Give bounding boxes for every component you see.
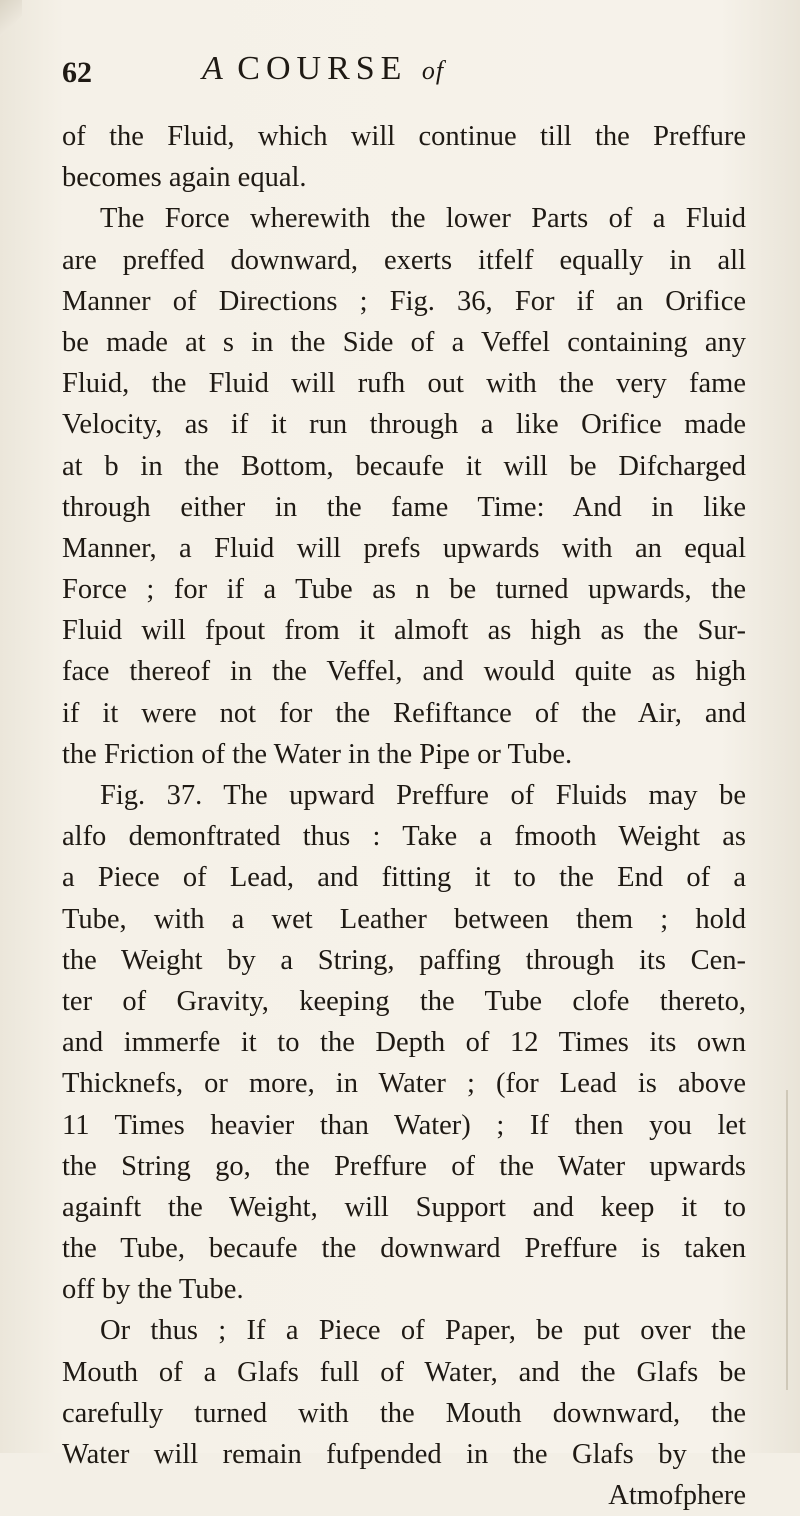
text-line: ter of Gravity, keeping the Tube clofe thereto, (62, 985, 746, 1017)
text-line: face thereof in the Veffel, and would quite as high (62, 656, 746, 688)
text-line: a Piece of Lead, and fitting it to the End of a (62, 862, 746, 894)
text-line: Force ; for if a Tube as n be turned upwards, the (62, 574, 746, 606)
text-line: off by the Tube. (62, 1274, 244, 1306)
text-line: the Friction of the Water in the Pipe or Tube. (62, 738, 573, 770)
text-line: through either in the fame Time: And in like (62, 491, 746, 523)
text-line: alfo demonftrated thus : Take a fmooth Weight as (62, 821, 746, 853)
text-line: the String go, the Preffure of the Water upwards (62, 1150, 746, 1182)
text-line: Manner of Directions ; Fig. 36, For if an Orifice (62, 285, 746, 317)
text-line: carefully turned with the Mouth downward, the (62, 1397, 746, 1429)
text-line: be made at s in the Side of a Veffel containing any (62, 326, 746, 358)
text-line: Mouth of a Glafs full of Water, and the Glafs be (62, 1356, 746, 1388)
text-line: Manner, a Fluid will prefs upwards with an equal (62, 532, 746, 564)
text-line: at b in the Bottom, becaufe it will be Difcharged (62, 450, 746, 482)
text-line: Fluid, the Fluid will rufh out with the very fame (62, 368, 746, 400)
page-corner (0, 0, 22, 40)
text-line: the Tube, becaufe the downward Preffure is taken (62, 1233, 746, 1265)
text-line: if it were not for the Refiftance of the Air, and (62, 697, 746, 729)
text-line: Tube, with a wet Leather between them ; hold (62, 903, 746, 935)
text-line: becomes again equal. (62, 162, 307, 194)
page-header (62, 50, 742, 106)
running-head (202, 50, 444, 88)
text-line: The Force wherewith the lower Parts of a Fluid (100, 203, 746, 235)
text-line: the Weight by a String, paffing through its Cen- (62, 944, 746, 976)
text-line: Thicknefs, or more, in Water ; (for Lead is above (62, 1068, 746, 1100)
running-head-of: of (421, 56, 445, 85)
page-edge-shadow (786, 1090, 788, 1390)
text-line: of the Fluid, which will continue till the Preffure (62, 121, 746, 152)
text-line: are preffed downward, exerts itfelf equally in all (62, 244, 746, 276)
text-line: Fluid will fpout from it almoft as high as the Sur- (62, 615, 746, 647)
text-line: and immerfe it to the Depth of 12 Times its own (62, 1027, 746, 1059)
text-line: Water will remain fufpended in the Glafs by the (62, 1439, 746, 1470)
text-line: Fig. 37. The upward Preffure of Fluids may be (100, 780, 746, 811)
text-line: Or thus ; If a Piece of Paper, be put over the (100, 1315, 746, 1347)
text-line: Atmofphere (608, 1480, 746, 1512)
page-number: 62 (62, 56, 92, 89)
running-head-article: A (202, 50, 223, 87)
text-line: 11 Times heavier than Water) ; If then you let (62, 1109, 746, 1141)
text-line: againft the Weight, will Support and keep it to (62, 1191, 746, 1223)
text-line: Velocity, as if it run through a like Orifice made (62, 409, 746, 441)
running-head-title: COURSE (237, 50, 408, 87)
body-text (62, 116, 746, 1516)
